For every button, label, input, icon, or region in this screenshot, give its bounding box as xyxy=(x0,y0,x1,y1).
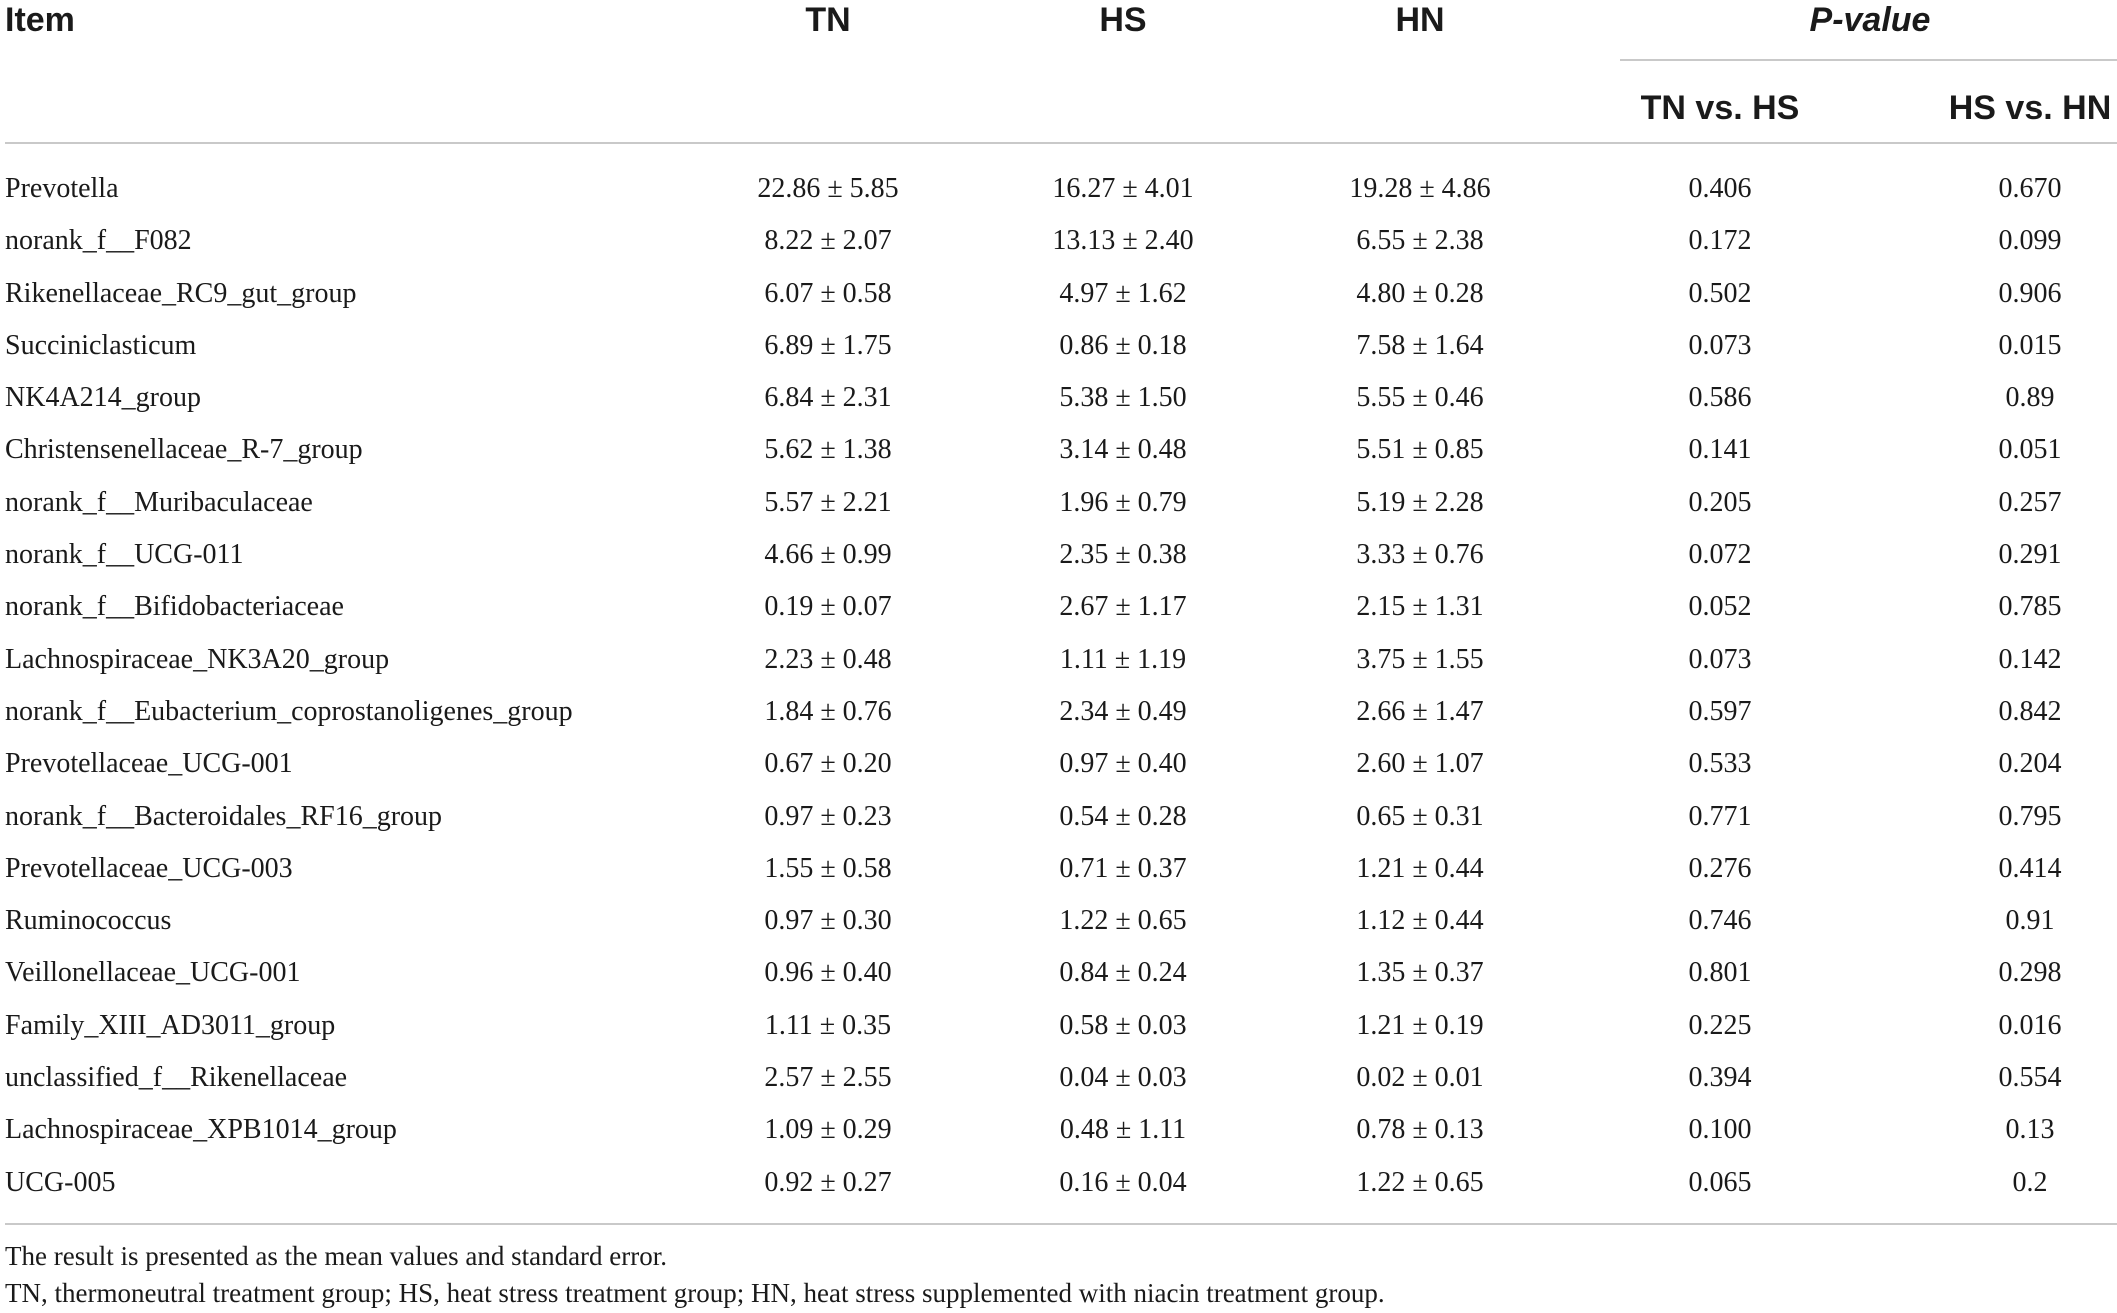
cell-item: Succiniclasticum xyxy=(5,329,197,361)
table-row xyxy=(0,738,2117,790)
table-row xyxy=(0,581,2117,633)
cell-tn: 1.84 ± 0.76 xyxy=(764,695,892,727)
cell-p-tn-vs-hs: 0.052 xyxy=(1688,591,1752,623)
cell-tn: 6.89 ± 1.75 xyxy=(764,329,892,361)
cell-item: norank_f__Muribaculaceae xyxy=(5,486,313,518)
cell-p-hs-vs-hn: 0.051 xyxy=(1998,434,2062,466)
cell-item: Lachnospiraceae_XPB1014_group xyxy=(5,1114,397,1146)
cell-p-tn-vs-hs: 0.172 xyxy=(1688,225,1752,257)
table-bottom-rule xyxy=(5,1223,2117,1225)
cell-p-hs-vs-hn: 0.204 xyxy=(1998,748,2062,780)
cell-p-tn-vs-hs: 0.276 xyxy=(1688,852,1752,884)
cell-hs: 4.97 ± 1.62 xyxy=(1059,277,1187,309)
cell-hs: 0.04 ± 0.03 xyxy=(1059,1062,1187,1094)
cell-hs: 2.35 ± 0.38 xyxy=(1059,539,1187,571)
cell-item: norank_f__Bacteroidales_RF16_group xyxy=(5,800,443,832)
cell-hs: 0.54 ± 0.28 xyxy=(1059,800,1187,832)
p-value-underline xyxy=(1620,59,2117,61)
table-row xyxy=(0,634,2117,686)
footnote-1: The result is presented as the mean values and standard error. xyxy=(5,1241,668,1271)
footnote-2: TN, thermoneutral treatment group; HS, heat stress treatment group; HN, heat stress supplemented with niacin treatment group. xyxy=(5,1278,1385,1308)
cell-p-tn-vs-hs: 0.586 xyxy=(1688,382,1752,414)
cell-hs: 1.22 ± 0.65 xyxy=(1059,905,1187,937)
header-hs: HS xyxy=(1099,1,1147,39)
cell-hs: 2.34 ± 0.49 xyxy=(1059,695,1187,727)
cell-tn: 2.57 ± 2.55 xyxy=(764,1062,892,1094)
cell-item: Prevotella xyxy=(5,173,119,204)
cell-p-hs-vs-hn: 0.842 xyxy=(1998,695,2062,727)
cell-item: NK4A214_group xyxy=(5,382,201,414)
cell-tn: 4.66 ± 0.99 xyxy=(764,539,892,571)
cell-hn: 3.33 ± 0.76 xyxy=(1356,539,1484,571)
cell-tn: 5.62 ± 1.38 xyxy=(764,434,892,466)
cell-hn: 1.21 ± 0.44 xyxy=(1356,852,1484,884)
table-row xyxy=(0,1104,2117,1156)
cell-hn: 2.15 ± 1.31 xyxy=(1356,591,1484,623)
cell-p-hs-vs-hn: 0.2 xyxy=(2012,1166,2048,1198)
cell-p-tn-vs-hs: 0.394 xyxy=(1688,1062,1752,1094)
header-bottom-rule xyxy=(5,142,2117,144)
table-row xyxy=(0,320,2117,372)
table-row xyxy=(0,843,2117,895)
cell-p-hs-vs-hn: 0.785 xyxy=(1998,591,2062,623)
table-row xyxy=(0,686,2117,738)
cell-p-hs-vs-hn: 0.142 xyxy=(1998,643,2062,675)
cell-tn: 1.09 ± 0.29 xyxy=(764,1114,892,1146)
cell-item: unclassified_f__Rikenellaceae xyxy=(5,1062,348,1094)
header-p-value: P-value xyxy=(1809,1,1931,39)
cell-item: Christensenellaceae_R-7_group xyxy=(5,434,363,466)
table-row xyxy=(0,215,2117,267)
cell-hs: 0.16 ± 0.04 xyxy=(1059,1166,1187,1198)
cell-hn: 4.80 ± 0.28 xyxy=(1356,277,1484,309)
header-item: Item xyxy=(5,1,75,39)
cell-p-hs-vs-hn: 0.670 xyxy=(1998,173,2062,204)
table-row xyxy=(0,947,2117,999)
cell-hs: 0.48 ± 1.11 xyxy=(1059,1114,1187,1146)
table-row xyxy=(0,1000,2117,1052)
cell-hs: 1.11 ± 1.19 xyxy=(1059,643,1187,675)
cell-tn: 2.23 ± 0.48 xyxy=(764,643,892,675)
cell-p-tn-vs-hs: 0.073 xyxy=(1688,329,1752,361)
cell-p-hs-vs-hn: 0.91 xyxy=(2005,905,2055,937)
cell-tn: 8.22 ± 2.07 xyxy=(764,225,892,257)
cell-hn: 19.28 ± 4.86 xyxy=(1349,173,1491,204)
cell-item: Ruminococcus xyxy=(5,905,172,937)
cell-item: Veillonellaceae_UCG-001 xyxy=(5,957,301,989)
cell-item: UCG-005 xyxy=(5,1166,116,1198)
cell-hs: 0.58 ± 0.03 xyxy=(1059,1009,1187,1041)
cell-tn: 22.86 ± 5.85 xyxy=(757,173,899,204)
cell-hn: 3.75 ± 1.55 xyxy=(1356,643,1484,675)
table-row xyxy=(0,268,2117,320)
table-row xyxy=(0,424,2117,476)
cell-hn: 1.21 ± 0.19 xyxy=(1356,1009,1484,1041)
cell-hn: 6.55 ± 2.38 xyxy=(1356,225,1484,257)
cell-p-hs-vs-hn: 0.099 xyxy=(1998,225,2062,257)
cell-item: Prevotellaceae_UCG-001 xyxy=(5,748,293,780)
header-tn: TN xyxy=(805,1,851,39)
cell-hs: 2.67 ± 1.17 xyxy=(1059,591,1187,623)
cell-hs: 16.27 ± 4.01 xyxy=(1052,173,1194,204)
cell-p-tn-vs-hs: 0.801 xyxy=(1688,957,1752,989)
cell-tn: 6.07 ± 0.58 xyxy=(764,277,892,309)
cell-p-tn-vs-hs: 0.771 xyxy=(1688,800,1752,832)
cell-hn: 5.55 ± 0.46 xyxy=(1356,382,1484,414)
cell-hn: 5.19 ± 2.28 xyxy=(1356,486,1484,518)
cell-hs: 0.71 ± 0.37 xyxy=(1059,852,1187,884)
cell-hn: 5.51 ± 0.85 xyxy=(1356,434,1484,466)
cell-item: norank_f__UCG-011 xyxy=(5,539,244,571)
cell-p-tn-vs-hs: 0.065 xyxy=(1688,1166,1752,1198)
cell-item: norank_f__Eubacterium_coprostanoligenes_group xyxy=(5,695,573,727)
cell-p-hs-vs-hn: 0.906 xyxy=(1998,277,2062,309)
cell-p-hs-vs-hn: 0.298 xyxy=(1998,957,2062,989)
cell-item: Prevotellaceae_UCG-003 xyxy=(5,852,293,884)
cell-p-tn-vs-hs: 0.533 xyxy=(1688,748,1752,780)
cell-p-hs-vs-hn: 0.016 xyxy=(1998,1009,2062,1041)
table-row xyxy=(0,163,2117,215)
cell-hn: 2.66 ± 1.47 xyxy=(1356,695,1484,727)
header-tn-vs-hs: TN vs. HS xyxy=(1640,89,1800,127)
cell-item: norank_f__F082 xyxy=(5,225,192,257)
cell-hs: 13.13 ± 2.40 xyxy=(1052,225,1194,257)
cell-tn: 0.67 ± 0.20 xyxy=(764,748,892,780)
table-row xyxy=(0,372,2117,424)
cell-item: Rikenellaceae_RC9_gut_group xyxy=(5,277,357,309)
cell-tn: 0.97 ± 0.30 xyxy=(764,905,892,937)
table-row xyxy=(0,477,2117,529)
cell-tn: 0.97 ± 0.23 xyxy=(764,800,892,832)
cell-p-hs-vs-hn: 0.291 xyxy=(1998,539,2062,571)
cell-p-hs-vs-hn: 0.414 xyxy=(1998,852,2062,884)
cell-p-tn-vs-hs: 0.502 xyxy=(1688,277,1752,309)
cell-item: Lachnospiraceae_NK3A20_group xyxy=(5,643,390,675)
header-hs-vs-hn: HS vs. HN xyxy=(1948,89,2112,127)
cell-hs: 1.96 ± 0.79 xyxy=(1059,486,1187,518)
cell-hn: 2.60 ± 1.07 xyxy=(1356,748,1484,780)
cell-p-tn-vs-hs: 0.597 xyxy=(1688,695,1752,727)
table-row xyxy=(0,529,2117,581)
cell-p-tn-vs-hs: 0.406 xyxy=(1688,173,1752,204)
cell-p-hs-vs-hn: 0.13 xyxy=(2005,1114,2055,1146)
cell-hs: 0.86 ± 0.18 xyxy=(1059,329,1187,361)
cell-item: Family_XIII_AD3011_group xyxy=(5,1009,336,1041)
cell-hn: 0.65 ± 0.31 xyxy=(1356,800,1484,832)
cell-hn: 1.12 ± 0.44 xyxy=(1356,905,1484,937)
cell-p-hs-vs-hn: 0.554 xyxy=(1998,1062,2062,1094)
cell-p-tn-vs-hs: 0.205 xyxy=(1688,486,1752,518)
cell-tn: 1.11 ± 0.35 xyxy=(764,1009,892,1041)
cell-tn: 0.92 ± 0.27 xyxy=(764,1166,892,1198)
table-body xyxy=(0,163,2117,1209)
cell-hn: 0.78 ± 0.13 xyxy=(1356,1114,1484,1146)
cell-tn: 1.55 ± 0.58 xyxy=(764,852,892,884)
table-row xyxy=(0,1157,2117,1209)
cell-hs: 3.14 ± 0.48 xyxy=(1059,434,1187,466)
cell-hn: 1.22 ± 0.65 xyxy=(1356,1166,1484,1198)
cell-p-tn-vs-hs: 0.746 xyxy=(1688,905,1752,937)
cell-p-tn-vs-hs: 0.072 xyxy=(1688,539,1752,571)
cell-p-tn-vs-hs: 0.073 xyxy=(1688,643,1752,675)
cell-p-tn-vs-hs: 0.225 xyxy=(1688,1009,1752,1041)
table-row xyxy=(0,895,2117,947)
cell-tn: 5.57 ± 2.21 xyxy=(764,486,892,518)
cell-p-hs-vs-hn: 0.795 xyxy=(1998,800,2062,832)
cell-p-tn-vs-hs: 0.100 xyxy=(1688,1114,1752,1146)
cell-p-hs-vs-hn: 0.257 xyxy=(1998,486,2062,518)
cell-p-tn-vs-hs: 0.141 xyxy=(1688,434,1752,466)
table-row xyxy=(0,1052,2117,1104)
cell-hs: 5.38 ± 1.50 xyxy=(1059,382,1187,414)
cell-p-hs-vs-hn: 0.015 xyxy=(1998,329,2062,361)
table-row xyxy=(0,791,2117,843)
cell-p-hs-vs-hn: 0.89 xyxy=(2005,382,2055,414)
cell-hn: 1.35 ± 0.37 xyxy=(1356,957,1484,989)
header-hn: HN xyxy=(1395,1,1445,39)
cell-hn: 0.02 ± 0.01 xyxy=(1356,1062,1484,1094)
cell-tn: 0.96 ± 0.40 xyxy=(764,957,892,989)
cell-tn: 6.84 ± 2.31 xyxy=(764,382,892,414)
cell-tn: 0.19 ± 0.07 xyxy=(764,591,892,623)
cell-item: norank_f__Bifidobacteriaceae xyxy=(5,591,344,623)
cell-hs: 0.97 ± 0.40 xyxy=(1059,748,1187,780)
cell-hn: 7.58 ± 1.64 xyxy=(1356,329,1484,361)
cell-hs: 0.84 ± 0.24 xyxy=(1059,957,1187,989)
